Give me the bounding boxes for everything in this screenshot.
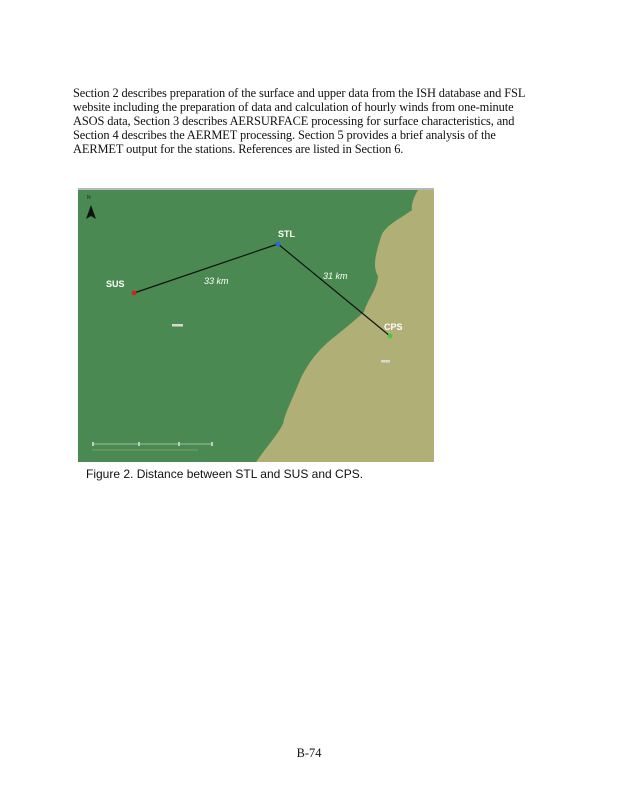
paragraph-line: website including the preparation of data and calculation of hourly winds from one-minute: [73, 100, 514, 114]
stl-label: STL: [278, 229, 295, 239]
paragraph-line: ASOS data, Section 3 describes AERSURFACE processing for surface characteristics, and: [73, 114, 515, 128]
body-paragraph: [73, 86, 573, 156]
county-marker: [381, 360, 390, 363]
cps-label: CPS: [384, 322, 403, 332]
stl-station-marker: [276, 242, 281, 247]
paragraph-line: Section 4 describes the AERMET processing. Section 5 provides a brief analysis of the: [73, 128, 496, 142]
sus-station-marker: [132, 291, 137, 296]
sus-label: SUS: [106, 279, 125, 289]
paragraph-line: Section 2 describes preparation of the surface and upper data from the ISH database and FSL: [73, 86, 526, 100]
north-label: N: [87, 195, 91, 201]
paragraph-line: AERMET output for the stations. References are listed in Section 6.: [73, 142, 404, 156]
page-number: B-74: [296, 746, 322, 760]
cps-station-marker: [388, 334, 393, 339]
distance-label-33km: 33 km: [204, 276, 229, 286]
figure-caption: Figure 2. Distance between STL and SUS and CPS.: [86, 467, 364, 481]
station-distance-map: [78, 188, 434, 462]
distance-label-31km: 31 km: [323, 271, 348, 281]
county-marker: [172, 324, 183, 327]
